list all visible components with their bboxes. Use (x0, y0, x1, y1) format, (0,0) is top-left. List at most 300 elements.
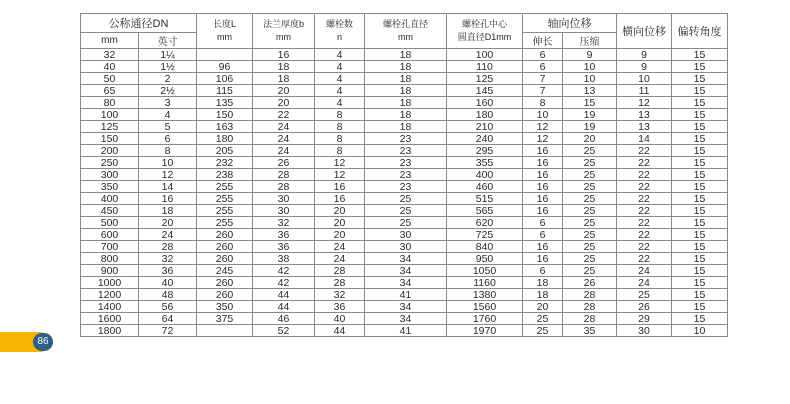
table-cell: 205 (197, 145, 253, 157)
table-cell: 9 (563, 49, 617, 61)
table-cell: 725 (447, 229, 523, 241)
table-cell: 450 (81, 205, 139, 217)
table-cell: 56 (139, 301, 197, 313)
table-cell: 24 (315, 241, 365, 253)
table-cell: 22 (617, 145, 672, 157)
table-cell: 245 (197, 265, 253, 277)
table-cell: 25 (563, 205, 617, 217)
table-cell: 15 (672, 265, 728, 277)
table-cell: 42 (253, 265, 315, 277)
table-cell: 15 (672, 313, 728, 325)
table-cell: 22 (617, 217, 672, 229)
table-cell: 35 (563, 325, 617, 337)
table-cell: 163 (197, 121, 253, 133)
table-cell: 16 (523, 145, 563, 157)
table-cell: 22 (617, 241, 672, 253)
table-cell: 4 (315, 85, 365, 97)
table-row (81, 265, 728, 277)
table-cell: 200 (81, 145, 139, 157)
table-cell: 8 (315, 145, 365, 157)
table-cell: 7 (523, 85, 563, 97)
table-row (81, 73, 728, 85)
table-cell: 18 (523, 277, 563, 289)
header-length: 长度L mm (197, 14, 253, 49)
table-row (81, 169, 728, 181)
table-row (81, 229, 728, 241)
table-cell: 15 (672, 253, 728, 265)
table-cell: 255 (197, 181, 253, 193)
table-cell: 15 (672, 181, 728, 193)
table-cell: 950 (447, 253, 523, 265)
table-cell: 16 (523, 169, 563, 181)
table-cell: 36 (253, 229, 315, 241)
table-row (81, 61, 728, 73)
table-cell: 14 (617, 133, 672, 145)
table-cell: 1380 (447, 289, 523, 301)
table-cell: 26 (617, 301, 672, 313)
table-cell: 18 (365, 97, 447, 109)
table-cell: 44 (253, 289, 315, 301)
header-flange-thickness: 法兰厚度b mm (253, 14, 315, 49)
table-cell: 30 (253, 205, 315, 217)
table-cell: 15 (672, 241, 728, 253)
table-row (81, 85, 728, 97)
table-cell: 106 (197, 73, 253, 85)
table-cell: 28 (315, 265, 365, 277)
table-cell: 28 (253, 169, 315, 181)
table-cell: 32 (253, 217, 315, 229)
table-cell: 32 (139, 253, 197, 265)
table-cell: 15 (672, 277, 728, 289)
table-row (81, 49, 728, 61)
table-cell: 1½ (139, 61, 197, 73)
table-cell: 4 (139, 109, 197, 121)
table-cell: 400 (447, 169, 523, 181)
table-cell: 150 (81, 133, 139, 145)
table-cell: 460 (447, 181, 523, 193)
table-cell: 23 (365, 157, 447, 169)
table-cell: 238 (197, 169, 253, 181)
table-cell: 18 (253, 73, 315, 85)
table-cell: 1970 (447, 325, 523, 337)
table-cell: 13 (617, 121, 672, 133)
table-cell: 1400 (81, 301, 139, 313)
table-cell: 115 (197, 85, 253, 97)
table-cell: 25 (563, 169, 617, 181)
table-row (81, 157, 728, 169)
table-row (81, 253, 728, 265)
table-cell: 16 (523, 253, 563, 265)
table-cell: 15 (672, 289, 728, 301)
table-cell: 40 (139, 277, 197, 289)
table-cell: 7 (523, 73, 563, 85)
table-cell: 295 (447, 145, 523, 157)
table-cell: 24 (253, 145, 315, 157)
header-bolt-count: 螺栓数 n (315, 14, 365, 49)
table-cell: 15 (672, 217, 728, 229)
table-row (81, 145, 728, 157)
table-cell: 6 (139, 133, 197, 145)
table-cell: 22 (617, 193, 672, 205)
table-cell: 25 (563, 217, 617, 229)
table-cell: 16 (523, 157, 563, 169)
table-cell: 500 (81, 217, 139, 229)
table-cell: 34 (365, 253, 447, 265)
table-cell: 15 (672, 157, 728, 169)
table-cell: 4 (315, 97, 365, 109)
table-row (81, 217, 728, 229)
header-dn-mm: mm (81, 33, 139, 49)
header-lateral-displacement: 横向位移 (617, 14, 672, 49)
table-cell: 19 (563, 109, 617, 121)
table-cell: 22 (617, 253, 672, 265)
table-cell: 25 (563, 265, 617, 277)
table-cell: 2½ (139, 85, 197, 97)
header-bolt-circle: 螺栓孔中心 圆直径D1mm (447, 14, 523, 49)
table-cell: 19 (563, 121, 617, 133)
table-cell: 32 (315, 289, 365, 301)
table-cell: 16 (523, 241, 563, 253)
table-cell: 18 (139, 205, 197, 217)
table-cell: 28 (563, 301, 617, 313)
table-cell: 32 (81, 49, 139, 61)
table-cell: 210 (447, 121, 523, 133)
table-row (81, 97, 728, 109)
table-cell: 24 (139, 229, 197, 241)
table-cell: 24 (315, 253, 365, 265)
table-cell: 180 (197, 133, 253, 145)
table-cell: 18 (523, 289, 563, 301)
table-cell: 20 (253, 85, 315, 97)
table-body (81, 49, 728, 337)
table-cell: 18 (365, 121, 447, 133)
table-cell: 8 (315, 109, 365, 121)
table-cell: 1760 (447, 313, 523, 325)
table-cell: 44 (315, 325, 365, 337)
table-cell: 12 (315, 157, 365, 169)
table-cell: 6 (523, 265, 563, 277)
table-cell: 30 (365, 229, 447, 241)
table-cell: 12 (523, 121, 563, 133)
table-cell: 18 (365, 61, 447, 73)
table-cell: 125 (81, 121, 139, 133)
table-cell: 15 (672, 73, 728, 85)
table-cell: 160 (447, 97, 523, 109)
table-cell: 29 (617, 313, 672, 325)
table-cell: 145 (447, 85, 523, 97)
table-cell: 100 (81, 109, 139, 121)
table-row (81, 193, 728, 205)
table-cell: 42 (253, 277, 315, 289)
table-cell: 4 (315, 61, 365, 73)
table-cell: 22 (617, 157, 672, 169)
table-cell: 18 (253, 61, 315, 73)
table-cell: 13 (617, 109, 672, 121)
table-cell: 50 (81, 73, 139, 85)
table-cell: 180 (447, 109, 523, 121)
table-cell: 18 (365, 85, 447, 97)
table-cell: 6 (523, 49, 563, 61)
table-cell: 20 (315, 205, 365, 217)
table-cell: 13 (563, 85, 617, 97)
table-cell: 9 (617, 61, 672, 73)
table-cell: 34 (365, 277, 447, 289)
table-cell: 4 (315, 49, 365, 61)
table-cell: 24 (617, 265, 672, 277)
table-cell: 20 (523, 301, 563, 313)
table-cell: 375 (197, 313, 253, 325)
table-cell: 350 (197, 301, 253, 313)
table-cell: 620 (447, 217, 523, 229)
table-cell: 22 (617, 205, 672, 217)
table-cell: 25 (365, 205, 447, 217)
table-cell: 900 (81, 265, 139, 277)
table-cell: 22 (617, 169, 672, 181)
table-cell: 23 (365, 181, 447, 193)
table-cell: 6 (523, 229, 563, 241)
table-cell: 10 (563, 73, 617, 85)
table-cell: 20 (253, 97, 315, 109)
table-cell: 22 (253, 109, 315, 121)
table-cell: 515 (447, 193, 523, 205)
table-cell: 25 (365, 193, 447, 205)
table-row (81, 241, 728, 253)
table-cell: 15 (672, 301, 728, 313)
table-cell: 9 (617, 49, 672, 61)
table-cell: 40 (315, 313, 365, 325)
table-cell: 350 (81, 181, 139, 193)
table-cell: 16 (523, 181, 563, 193)
table-cell: 40 (81, 61, 139, 73)
table-cell: 28 (315, 277, 365, 289)
table-cell: 250 (81, 157, 139, 169)
table-cell: 10 (139, 157, 197, 169)
table-cell: 260 (197, 289, 253, 301)
table-cell: 25 (523, 313, 563, 325)
table-cell: 25 (523, 325, 563, 337)
table-cell: 840 (447, 241, 523, 253)
table-cell: 255 (197, 205, 253, 217)
table-cell: 16 (139, 193, 197, 205)
table-cell: 1600 (81, 313, 139, 325)
flange-spec-table (80, 13, 728, 337)
table-cell: 30 (365, 241, 447, 253)
table-cell: 1200 (81, 289, 139, 301)
table-cell: 48 (139, 289, 197, 301)
table-cell: 80 (81, 97, 139, 109)
table-cell: 52 (253, 325, 315, 337)
table-cell: 15 (672, 133, 728, 145)
table-cell: 41 (365, 325, 447, 337)
table-cell (197, 49, 253, 61)
table-cell: 400 (81, 193, 139, 205)
table-cell: 125 (447, 73, 523, 85)
table-cell: 1800 (81, 325, 139, 337)
table-cell: 15 (672, 121, 728, 133)
table-cell: 15 (563, 97, 617, 109)
table-cell: 72 (139, 325, 197, 337)
table-cell: 20 (139, 217, 197, 229)
table-cell: 1¼ (139, 49, 197, 61)
table-cell: 15 (672, 97, 728, 109)
table-cell: 25 (563, 181, 617, 193)
table-cell: 255 (197, 217, 253, 229)
table-cell: 8 (523, 97, 563, 109)
table-cell: 38 (253, 253, 315, 265)
table-cell: 260 (197, 277, 253, 289)
table-cell: 23 (365, 169, 447, 181)
table-cell: 255 (197, 193, 253, 205)
table-cell: 15 (672, 205, 728, 217)
table-cell: 8 (315, 121, 365, 133)
header-compression: 压缩 (563, 33, 617, 49)
table-cell: 600 (81, 229, 139, 241)
table-cell: 34 (365, 313, 447, 325)
table-cell: 110 (447, 61, 523, 73)
table-row (81, 289, 728, 301)
page-number: 86 (33, 333, 53, 351)
table-cell: 30 (253, 193, 315, 205)
table-cell: 28 (563, 289, 617, 301)
table-cell: 800 (81, 253, 139, 265)
table-cell: 16 (253, 49, 315, 61)
table-cell: 260 (197, 229, 253, 241)
table-cell: 25 (563, 193, 617, 205)
table-row (81, 325, 728, 337)
table-cell: 26 (563, 277, 617, 289)
table-cell: 24 (617, 277, 672, 289)
table-cell: 28 (253, 181, 315, 193)
table-cell: 46 (253, 313, 315, 325)
table-cell: 1050 (447, 265, 523, 277)
table-cell: 65 (81, 85, 139, 97)
table-cell: 1000 (81, 277, 139, 289)
table-cell: 20 (563, 133, 617, 145)
table-cell: 28 (139, 241, 197, 253)
table-cell: 22 (617, 229, 672, 241)
table-cell: 34 (365, 301, 447, 313)
table-cell: 41 (365, 289, 447, 301)
table-cell: 260 (197, 241, 253, 253)
table-cell: 12 (315, 169, 365, 181)
table-row (81, 301, 728, 313)
header-dn: 公称通径DN (81, 14, 197, 33)
table-cell: 355 (447, 157, 523, 169)
table-cell (197, 325, 253, 337)
table-cell: 700 (81, 241, 139, 253)
table-cell: 565 (447, 205, 523, 217)
table-cell: 36 (139, 265, 197, 277)
header-angle: 偏转角度 (672, 14, 728, 49)
header-dn-inch: 英寸 (139, 33, 197, 49)
table-cell: 12 (617, 97, 672, 109)
table-cell: 20 (315, 217, 365, 229)
table-cell: 25 (563, 229, 617, 241)
table-cell: 24 (253, 133, 315, 145)
table-cell: 260 (197, 253, 253, 265)
table-cell: 15 (672, 145, 728, 157)
table-cell: 25 (563, 253, 617, 265)
table-row (81, 277, 728, 289)
table-cell: 14 (139, 181, 197, 193)
table-cell: 18 (365, 73, 447, 85)
table-cell: 4 (315, 73, 365, 85)
table-cell: 30 (617, 325, 672, 337)
table-cell: 64 (139, 313, 197, 325)
header-bolt-hole-diameter: 螺栓孔直径 mm (365, 14, 447, 49)
table-cell: 135 (197, 97, 253, 109)
table-row (81, 181, 728, 193)
table-cell: 44 (253, 301, 315, 313)
table-cell: 15 (672, 85, 728, 97)
table-cell: 300 (81, 169, 139, 181)
table-cell: 36 (315, 301, 365, 313)
table-cell: 1560 (447, 301, 523, 313)
table-cell: 100 (447, 49, 523, 61)
table-cell: 10 (563, 61, 617, 73)
header-axial-displacement: 轴向位移 (523, 14, 617, 33)
table-cell: 8 (139, 145, 197, 157)
table-cell: 16 (523, 205, 563, 217)
table-cell: 8 (315, 133, 365, 145)
table-row (81, 205, 728, 217)
table-cell: 15 (672, 229, 728, 241)
table-row (81, 313, 728, 325)
table-cell: 10 (617, 73, 672, 85)
table-cell: 2 (139, 73, 197, 85)
table-cell: 25 (563, 241, 617, 253)
table-cell: 10 (523, 109, 563, 121)
table-cell: 25 (563, 157, 617, 169)
table-cell: 240 (447, 133, 523, 145)
table-cell: 16 (315, 193, 365, 205)
table-cell: 6 (523, 61, 563, 73)
table-cell: 28 (563, 313, 617, 325)
table-cell: 6 (523, 217, 563, 229)
header-extension: 伸长 (523, 33, 563, 49)
table-cell: 24 (253, 121, 315, 133)
table-cell: 25 (617, 289, 672, 301)
table-cell: 15 (672, 109, 728, 121)
table-cell: 12 (139, 169, 197, 181)
table-cell: 1160 (447, 277, 523, 289)
table-row (81, 133, 728, 145)
table-cell: 11 (617, 85, 672, 97)
table-cell: 150 (197, 109, 253, 121)
table-cell: 15 (672, 169, 728, 181)
table-cell: 15 (672, 61, 728, 73)
table-cell: 5 (139, 121, 197, 133)
table-cell: 15 (672, 193, 728, 205)
table-cell: 22 (617, 181, 672, 193)
table-cell: 23 (365, 133, 447, 145)
table-cell: 18 (365, 109, 447, 121)
table-cell: 12 (523, 133, 563, 145)
table-cell: 16 (523, 193, 563, 205)
table-cell: 18 (365, 49, 447, 61)
table-row (81, 121, 728, 133)
table-cell: 10 (672, 325, 728, 337)
table-cell: 20 (315, 229, 365, 241)
table-cell: 25 (365, 217, 447, 229)
table-cell: 25 (563, 145, 617, 157)
table-cell: 232 (197, 157, 253, 169)
table-cell: 26 (253, 157, 315, 169)
table-cell: 34 (365, 265, 447, 277)
table-row (81, 109, 728, 121)
table-cell: 36 (253, 241, 315, 253)
table-cell: 3 (139, 97, 197, 109)
